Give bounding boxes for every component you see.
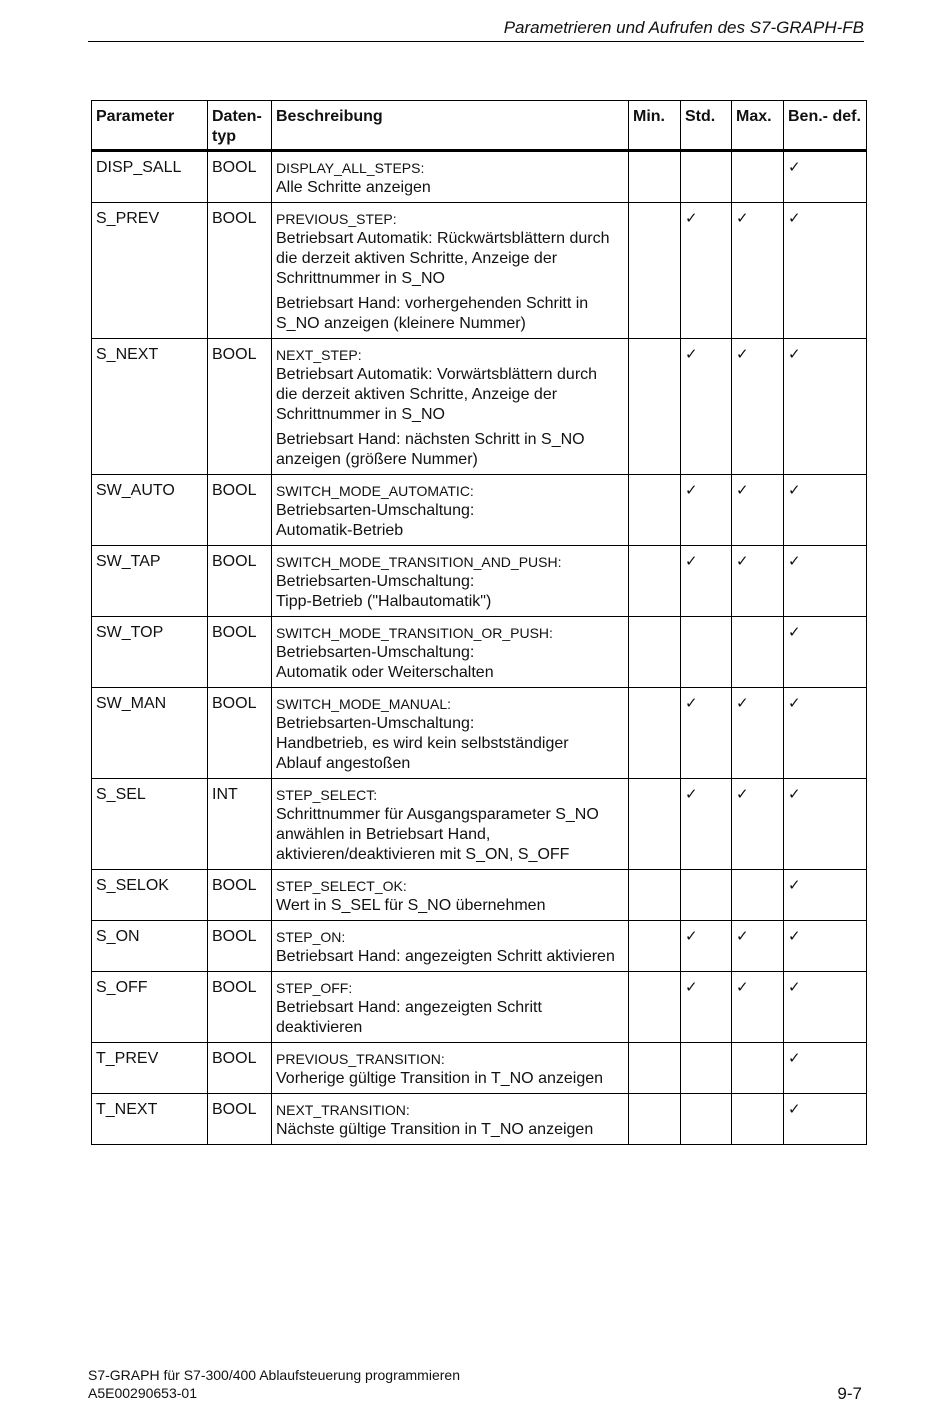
min-cell	[629, 203, 681, 339]
description-cell	[272, 546, 629, 617]
min-cell	[629, 151, 681, 203]
parameter-cell: T_PREV	[92, 1043, 208, 1094]
description-line: Schrittnummer für Ausgangsparameter S_NO	[276, 806, 599, 823]
min-cell	[629, 1043, 681, 1094]
parameter-long-name: NEXT_STEP:	[276, 347, 362, 363]
std-cell	[681, 1094, 732, 1145]
parameter-long-name: SWITCH_MODE_AUTOMATIC:	[276, 483, 474, 499]
footer-doc-number: A5E00290653-01	[88, 1385, 197, 1401]
std-cell	[681, 617, 732, 688]
check-icon: ✓	[685, 979, 698, 996]
max-cell	[732, 203, 784, 339]
description-line: Betriebsarten-Umschaltung:	[276, 715, 475, 732]
description-line: Nächste gültige Transition in T_NO anzeigen	[276, 1121, 594, 1138]
description-extra-line: S_NO anzeigen (kleinere Nummer)	[276, 315, 526, 332]
std-cell	[681, 151, 732, 203]
check-icon: ✓	[788, 695, 801, 712]
std-cell	[681, 972, 732, 1043]
datatype-cell: BOOL	[208, 151, 272, 203]
header-max: Max.	[732, 101, 784, 151]
parameter-long-name: SWITCH_MODE_TRANSITION_OR_PUSH:	[276, 625, 553, 641]
header-datatype-line1: Daten-	[212, 108, 262, 125]
check-icon: ✓	[685, 210, 698, 227]
header-min: Min.	[629, 101, 681, 151]
user-def-cell	[784, 779, 867, 870]
datatype-cell: BOOL	[208, 617, 272, 688]
std-cell	[681, 921, 732, 972]
datatype-cell: BOOL	[208, 972, 272, 1043]
check-icon: ✓	[736, 786, 749, 803]
description-line: Betriebsart Hand: angezeigten Schritt	[276, 999, 542, 1016]
parameter-cell: S_ON	[92, 921, 208, 972]
user-def-cell	[784, 688, 867, 779]
max-cell	[732, 1043, 784, 1094]
table-row	[92, 339, 867, 475]
description-extra-line: anzeigen (größere Nummer)	[276, 451, 478, 468]
parameter-long-name: STEP_SELECT_OK:	[276, 878, 407, 894]
table-row	[92, 546, 867, 617]
max-cell	[732, 546, 784, 617]
parameter-long-name: DISPLAY_ALL_STEPS:	[276, 160, 425, 176]
parameter-cell: DISP_SALL	[92, 151, 208, 203]
min-cell	[629, 779, 681, 870]
description-line: die derzeit aktiven Schritte, Anzeige der	[276, 386, 558, 403]
user-def-cell	[784, 921, 867, 972]
description-line: Betriebsarten-Umschaltung:	[276, 644, 475, 661]
check-icon: ✓	[788, 786, 801, 803]
check-icon: ✓	[736, 482, 749, 499]
min-cell	[629, 972, 681, 1043]
max-cell	[732, 617, 784, 688]
max-cell	[732, 870, 784, 921]
user-def-cell	[784, 151, 867, 203]
check-icon: ✓	[788, 1101, 801, 1118]
description-line: Schrittnummer in S_NO	[276, 406, 445, 423]
table-row	[92, 688, 867, 779]
check-icon: ✓	[685, 695, 698, 712]
description-line: Tipp-Betrieb ("Halbautomatik")	[276, 593, 492, 610]
header-datatype	[208, 101, 272, 151]
table-row	[92, 1094, 867, 1145]
parameter-long-name: PREVIOUS_TRANSITION:	[276, 1051, 445, 1067]
min-cell	[629, 1094, 681, 1145]
description-cell	[272, 203, 629, 339]
description-line: Schrittnummer in S_NO	[276, 270, 445, 287]
max-cell	[732, 1094, 784, 1145]
table-row	[92, 203, 867, 339]
parameter-long-name: PREVIOUS_STEP:	[276, 211, 397, 227]
check-icon: ✓	[685, 786, 698, 803]
user-def-cell	[784, 475, 867, 546]
max-cell	[732, 779, 784, 870]
max-cell	[732, 475, 784, 546]
datatype-cell: BOOL	[208, 339, 272, 475]
check-icon: ✓	[788, 159, 801, 176]
std-cell	[681, 339, 732, 475]
check-icon: ✓	[685, 482, 698, 499]
parameter-cell: SW_MAN	[92, 688, 208, 779]
user-def-cell	[784, 339, 867, 475]
parameter-cell: S_OFF	[92, 972, 208, 1043]
user-def-cell	[784, 1043, 867, 1094]
header-rule	[88, 41, 864, 42]
datatype-cell: BOOL	[208, 870, 272, 921]
check-icon: ✓	[788, 624, 801, 641]
datatype-cell: BOOL	[208, 203, 272, 339]
datatype-cell: BOOL	[208, 1094, 272, 1145]
description-line: Handbetrieb, es wird kein selbstständiger	[276, 735, 569, 752]
description-line: anwählen in Betriebsart Hand,	[276, 826, 491, 843]
user-def-cell	[784, 870, 867, 921]
std-cell	[681, 546, 732, 617]
std-cell	[681, 203, 732, 339]
header-user-def: Ben.- def.	[784, 101, 867, 151]
std-cell	[681, 688, 732, 779]
description-cell	[272, 870, 629, 921]
header-parameter: Parameter	[92, 101, 208, 151]
check-icon: ✓	[736, 695, 749, 712]
min-cell	[629, 921, 681, 972]
parameter-cell: SW_TAP	[92, 546, 208, 617]
description-extra-line: Betriebsart Hand: vorhergehenden Schritt in	[276, 295, 589, 312]
parameter-cell: SW_AUTO	[92, 475, 208, 546]
table-row	[92, 779, 867, 870]
check-icon: ✓	[736, 553, 749, 570]
datatype-cell: BOOL	[208, 546, 272, 617]
page-number: 9-7	[837, 1384, 862, 1403]
description-line: Wert in S_SEL für S_NO übernehmen	[276, 897, 546, 914]
table-row	[92, 1043, 867, 1094]
max-cell	[732, 921, 784, 972]
description-extra-line: Betriebsart Hand: nächsten Schritt in S_NO	[276, 431, 585, 448]
datatype-cell: BOOL	[208, 1043, 272, 1094]
parameter-long-name: SWITCH_MODE_TRANSITION_AND_PUSH:	[276, 554, 562, 570]
table-header-row	[92, 101, 867, 151]
check-icon: ✓	[788, 553, 801, 570]
description-line: Ablauf angestoßen	[276, 755, 411, 772]
footer-title: S7-GRAPH für S7-300/400 Ablaufsteuerung programmieren	[88, 1367, 460, 1383]
std-cell	[681, 1043, 732, 1094]
check-icon: ✓	[788, 210, 801, 227]
description-line: Alle Schritte anzeigen	[276, 179, 431, 196]
check-icon: ✓	[736, 979, 749, 996]
description-line: die derzeit aktiven Schritte, Anzeige der	[276, 250, 558, 267]
description-line: Betriebsarten-Umschaltung:	[276, 502, 475, 519]
max-cell	[732, 688, 784, 779]
datatype-cell: BOOL	[208, 688, 272, 779]
parameter-cell: S_SEL	[92, 779, 208, 870]
description-line: Betriebsart Automatik: Vorwärtsblättern durch	[276, 366, 598, 383]
parameter-long-name: STEP_SELECT:	[276, 787, 378, 803]
description-line: Vorherige gültige Transition in T_NO anzeigen	[276, 1070, 604, 1087]
description-cell	[272, 617, 629, 688]
parameter-cell: SW_TOP	[92, 617, 208, 688]
check-icon: ✓	[736, 210, 749, 227]
min-cell	[629, 688, 681, 779]
check-icon: ✓	[788, 979, 801, 996]
parameter-cell: S_PREV	[92, 203, 208, 339]
table-row	[92, 870, 867, 921]
max-cell	[732, 339, 784, 475]
min-cell	[629, 617, 681, 688]
check-icon: ✓	[788, 928, 801, 945]
user-def-cell	[784, 1094, 867, 1145]
description-line: Automatik-Betrieb	[276, 522, 404, 539]
check-icon: ✓	[685, 346, 698, 363]
parameter-table	[91, 100, 867, 1145]
description-cell	[272, 1043, 629, 1094]
description-cell	[272, 921, 629, 972]
datatype-cell: BOOL	[208, 475, 272, 546]
min-cell	[629, 870, 681, 921]
datatype-cell: BOOL	[208, 921, 272, 972]
check-icon: ✓	[788, 1050, 801, 1067]
description-line: aktivieren/deaktivieren mit S_ON, S_OFF	[276, 846, 570, 863]
description-cell	[272, 339, 629, 475]
description-line: Automatik oder Weiterschalten	[276, 664, 494, 681]
description-line: Betriebsart Automatik: Rückwärtsblättern durch	[276, 230, 610, 247]
header-datatype-line2: typ	[212, 128, 236, 145]
table-row	[92, 921, 867, 972]
parameter-long-name: STEP_OFF:	[276, 980, 353, 996]
min-cell	[629, 475, 681, 546]
user-def-cell	[784, 203, 867, 339]
description-cell	[272, 779, 629, 870]
min-cell	[629, 546, 681, 617]
check-icon: ✓	[685, 553, 698, 570]
min-cell	[629, 339, 681, 475]
description-line: deaktivieren	[276, 1019, 363, 1036]
check-icon: ✓	[788, 877, 801, 894]
std-cell	[681, 779, 732, 870]
user-def-cell	[784, 972, 867, 1043]
footer	[88, 1366, 460, 1402]
table-row	[92, 972, 867, 1043]
std-cell	[681, 870, 732, 921]
check-icon: ✓	[788, 346, 801, 363]
header-std: Std.	[681, 101, 732, 151]
parameter-long-name: STEP_ON:	[276, 929, 346, 945]
description-cell	[272, 1094, 629, 1145]
description-cell	[272, 151, 629, 203]
user-def-cell	[784, 546, 867, 617]
parameter-cell: S_NEXT	[92, 339, 208, 475]
check-icon: ✓	[788, 482, 801, 499]
max-cell	[732, 972, 784, 1043]
check-icon: ✓	[736, 928, 749, 945]
max-cell	[732, 151, 784, 203]
description-cell	[272, 972, 629, 1043]
check-icon: ✓	[685, 928, 698, 945]
table-row	[92, 617, 867, 688]
check-icon: ✓	[736, 346, 749, 363]
parameter-long-name: NEXT_TRANSITION:	[276, 1102, 410, 1118]
table-row	[92, 475, 867, 546]
table-row	[92, 151, 867, 203]
parameter-cell: T_NEXT	[92, 1094, 208, 1145]
description-cell	[272, 688, 629, 779]
description-line: Betriebsart Hand: angezeigten Schritt aktivieren	[276, 948, 615, 965]
table-body	[92, 151, 867, 1145]
header-description: Beschreibung	[272, 101, 629, 151]
parameter-long-name: SWITCH_MODE_MANUAL:	[276, 696, 452, 712]
user-def-cell	[784, 617, 867, 688]
std-cell	[681, 475, 732, 546]
description-cell	[272, 475, 629, 546]
datatype-cell: INT	[208, 779, 272, 870]
parameter-cell: S_SELOK	[92, 870, 208, 921]
description-line: Betriebsarten-Umschaltung:	[276, 573, 475, 590]
running-header: Parametrieren und Aufrufen des S7-GRAPH-FB	[503, 18, 864, 37]
